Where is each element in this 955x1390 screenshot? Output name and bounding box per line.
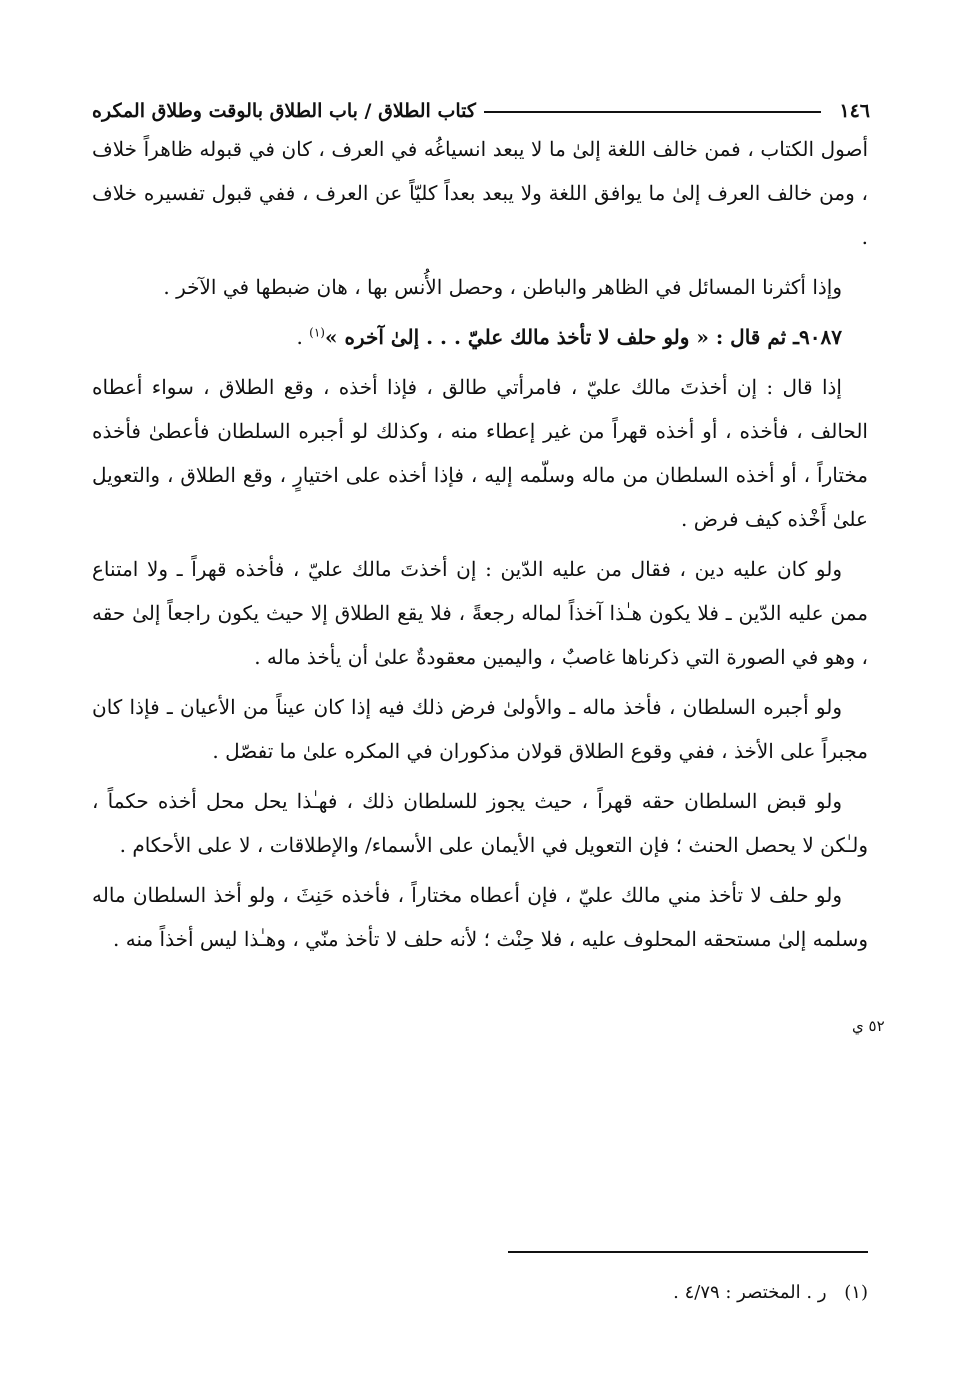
paragraph: ولو أجبره السلطان ، فأخذ ماله ـ والأولىٰ فرض ذلك فيه إذا كان عيناً من الأعيان ـ فإذا كان مجبراً على الأخذ ، ففي وقوع الطلاق قولان مذكوران في المكره علىٰ ما تفصّل .	[92, 695, 868, 763]
paragraph: ولو قبض السلطان حقه قهراً ، حيث يجوز للسلطان ذلك ، فهـٰذا يحل محل أخذه حكماً ، ولـٰكن لا يحصل الحنث ؛ فإن التعويل في الأيمان على الأسماء/ والإطلاقات ، لا على الأحكام .	[92, 789, 868, 857]
chapter-title: كتاب الطلاق / باب الطلاق بالوقت وطلاق المكره	[92, 100, 476, 122]
section-heading: ٩٠٨٧ـ ثم قال : « ولو حلف لا تأخذ مالك عليّ . . . إلىٰ آخره »	[324, 325, 842, 349]
footnote-number: (١)	[844, 1282, 868, 1303]
main-text	[92, 127, 868, 967]
paragraph: ولو حلف لا تأخذ مني مالك عليّ ، فإن أعطاه مختاراً ، فأخذه حَنِثَ ، ولو أخذ السلطان ماله وسلمه إلىٰ مستحقه المحلوف عليه ، فلا حِنْث ؛ لأنه حلف لا تأخذ منّي ، وهـٰذا ليس أخذاً منه .	[92, 883, 868, 951]
manuscript-margin-reference: ٥٢ ي	[852, 1017, 885, 1035]
paragraph: وإذا أكثرنا المسائل في الظاهر والباطن ، وحصل الأُنس بها ، هان ضبطها في الآخر .	[163, 275, 842, 299]
paragraph: أصول الكتاب ، فمن خالف اللغة إلىٰ ما لا يبعد انسياغُه في العرف ، كان في قبوله ظاهراً خلاف ، ومن خالف العرف إلىٰ ما يوافق اللغة ولا يبعد بعداً كليّاً عن العرف ، ففي قبول تفسيره خلاف .	[92, 137, 869, 249]
running-header	[92, 88, 870, 122]
footnote-text: ر . المختصر : ٤/٧٩ .	[673, 1282, 827, 1303]
header-rule	[484, 111, 821, 113]
paragraph: ولو كان عليه دين ، فقال من عليه الدّين : إن أخذتَ مالك عليّ ، فأخذه قهراً ـ ولا امتناع ممن عليه الدّين ـ فلا يكون هـٰذا آخذاً لماله رجعةً ، فلا يقع الطلاق إلا حيث يكون راجعاً إلىٰ حقه ، وهو في الصورة التي ذكرناها غاصبٌ ، واليمين معقودةٌ علىٰ أن يأخذ ماله .	[92, 557, 868, 669]
page-number: ١٤٦	[839, 100, 870, 122]
paragraph: إذا قال : إن أخذتَ مالك عليّ ، فامرأتي طالق ، فإذا أخذه ، وقع الطلاق ، سواء أعطاه الحالف ، فأخذه ، أو أخذه قهراً من غير إعطاء منه ، وكذلك لو أجبره السلطان فأعطىٰ فأخذه مختاراً ، أو أخذه السلطان من ماله وسلّمه إليه ، فإذا أخذه على اختيارٍ ، وقع الطلاق ، والتعويل علىٰ أَخْذه كيف فرض .	[92, 375, 868, 531]
footnote-divider	[508, 1251, 868, 1253]
heading-end: .	[296, 325, 310, 349]
section-heading-paragraph	[92, 315, 868, 359]
footnote	[500, 1282, 868, 1303]
footnote-reference: (١)	[309, 325, 325, 340]
